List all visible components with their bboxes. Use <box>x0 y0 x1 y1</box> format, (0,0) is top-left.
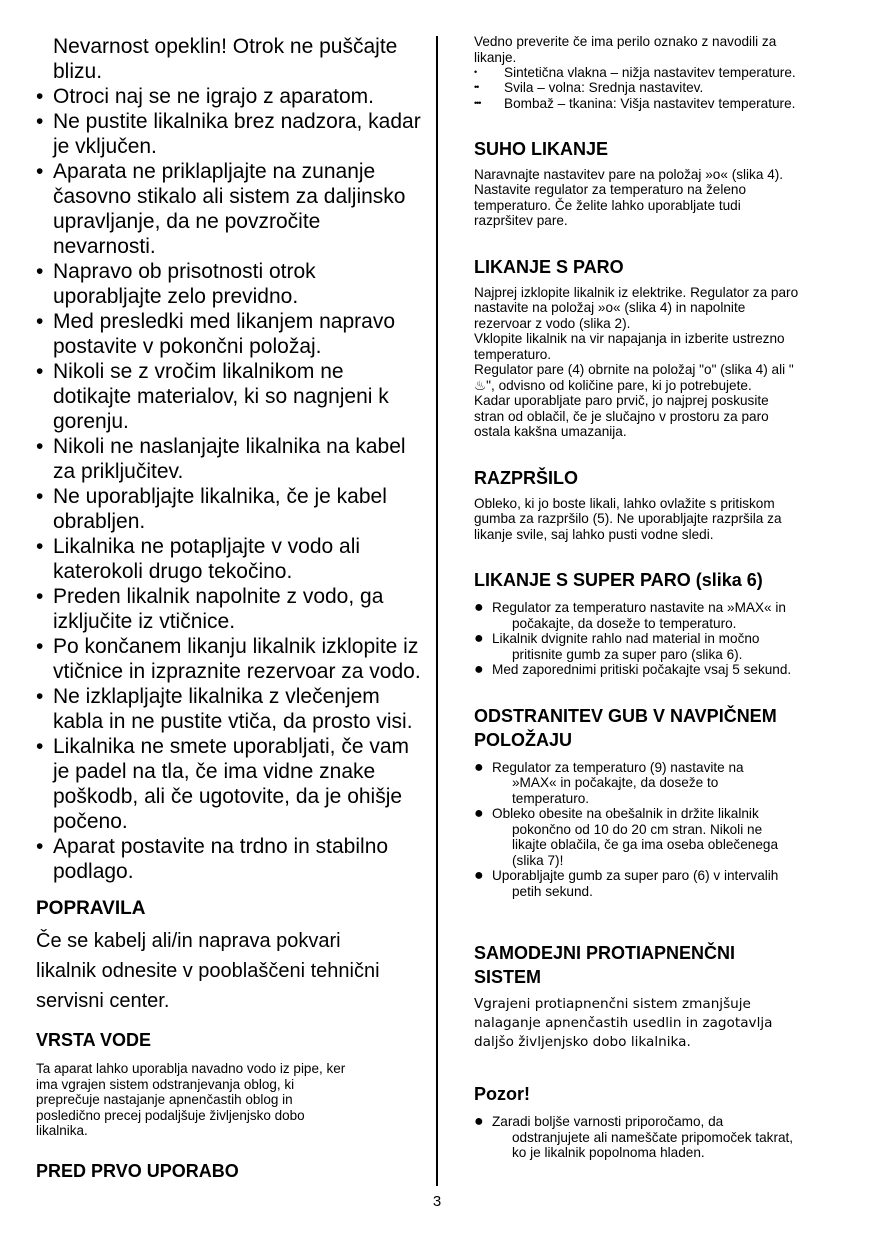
safety-item-line: • Aparat postavite na trdno in stabilno <box>36 835 389 858</box>
bullet-icon: • <box>36 85 44 108</box>
list-item: ● Obleko obesite na obešalnik in držite likalnik pokončno od 10 do 20 cm stran. Nikoli ne likajte oblačila, če ga ima oseba oblečenega (slika 7)! <box>474 805 779 868</box>
dot-bullet-icon: ● <box>474 805 484 823</box>
super-para-list <box>474 600 846 678</box>
bullet-icon: • <box>36 535 44 558</box>
likanje-s-paro-title: LIKANJE S PARO <box>474 256 624 277</box>
safety-item-line: • Med presledki med likanjem napravo <box>36 310 395 333</box>
text-line: Najprej izklopite likalnik iz elektrike. Regulator za paro <box>474 284 799 300</box>
text-line: SISTEM <box>474 967 542 988</box>
safety-item-line: počeno. <box>53 810 128 833</box>
popravila-line: servisni center. <box>36 990 170 1012</box>
pred-prvo-uporabo-title: PRED PRVO UPORABO <box>36 1160 239 1181</box>
safety-item-line: je vključen. <box>53 135 157 158</box>
text-line: Obleko, ki jo boste likali, lahko ovlažite s pritiskom <box>474 495 775 511</box>
list-item: ● Uporabljajte gumb za super paro (6) v intervalih petih sekund. <box>474 867 779 899</box>
dot-marker-icon: • <box>474 67 477 77</box>
bullet-icon: • <box>36 735 44 758</box>
popravila-text <box>36 926 426 1016</box>
bullet-icon: • <box>36 110 44 133</box>
vrsta-line: posledično precej podaljšuje življenjsko dobo <box>36 1107 305 1123</box>
safety-item-line: nevarnosti. <box>53 235 156 258</box>
safety-item-line: • Aparata ne priklapljajte na zunanje <box>36 160 376 183</box>
text-line: temperaturo. <box>474 346 552 362</box>
safety-item-line: katerokoli drugo tekočino. <box>53 560 293 583</box>
safety-item-line: časovno stikalo ali sistem za daljinsko <box>53 185 406 208</box>
text-line: daljšo življenjsko dobo likalnika. <box>474 1034 691 1051</box>
safety-item-line: izključite iz vtičnice. <box>53 610 236 633</box>
bullet-icon: • <box>36 485 44 508</box>
safety-item-line: • Nikoli se z vročim likalnikom ne <box>36 360 344 383</box>
popravila-line: Če se kabelj ali/in naprava pokvari <box>36 930 341 952</box>
text-line: Vgrajeni protiapnenčni sistem zmanjšuje <box>474 996 751 1013</box>
column-divider <box>436 36 438 1186</box>
text-line: ostala kakšna umazanija. <box>474 424 627 440</box>
pozor-title: Pozor! <box>474 1084 530 1105</box>
text-line: nastavite na položaj »o« (slika 4) in napolnite <box>474 300 746 316</box>
dot-bullet-icon: ● <box>474 758 484 776</box>
intro-line: Nevarnost opeklin! Otrok ne puščajte <box>53 35 398 58</box>
bullet-icon: • <box>36 635 44 658</box>
vrsta-vode-text <box>36 1061 426 1139</box>
text-line: stran od oblačil, če je slučajno v prostoru za paro <box>474 408 769 424</box>
safety-item-line: obrabljen. <box>53 510 146 533</box>
list-item: ● Likalnik dvignite rahlo nad material in močno pritisnite gumb za super paro (slika 6). <box>474 630 760 662</box>
gube-title <box>474 704 846 752</box>
text-line: Kadar uporabljate paro prvič, jo najprej poskusite <box>474 393 769 409</box>
vrsta-vode-title: VRSTA VODE <box>36 1030 152 1050</box>
safety-item-line: poškodb, ali če ugotovite, da je ohišje <box>53 785 403 808</box>
safety-item-line: kabla in ne pustite vtiča, da prosto visi. <box>53 710 413 733</box>
suho-likanje-text <box>474 167 846 229</box>
safety-item-line: gorenju. <box>53 410 129 433</box>
popravila-title: POPRAVILA <box>36 898 146 919</box>
popravila-line: likalnik odnesite v pooblaščeni tehnični <box>36 960 380 982</box>
fabric-types-list <box>474 65 846 111</box>
list-item: ● Med zaporednimi pritiski počakajte vsaj 5 sekund. <box>474 661 792 679</box>
razprsilo-title: RAZPRŠILO <box>474 467 579 488</box>
dot-bullet-icon: ● <box>474 867 484 885</box>
vrsta-line: ima vgrajen sistem odstranjevanja oblog, ki <box>36 1076 295 1092</box>
text-line: temperaturo. Če želite lahko uporabljate tudi <box>474 197 741 213</box>
vrsta-line: Ta aparat lahko uporablja navadno vodo iz pipe, ker <box>36 1061 346 1076</box>
bullet-icon: • <box>36 360 44 383</box>
intro-text <box>474 34 846 65</box>
bullet-icon: • <box>36 160 44 183</box>
super-para-title: LIKANJE S SUPER PARO (slika 6) <box>474 570 763 591</box>
safety-warnings <box>36 34 426 884</box>
safety-item-line: • Preden likalnik napolnite z vodo, ga <box>36 585 384 608</box>
text-line: gumba za razpršilo (5). Ne uporabljajte razpršila za <box>474 511 782 527</box>
text-line: ♨", odvisno od količine pare, ki jo potrebujete. <box>474 377 752 393</box>
intro-line: blizu. <box>53 60 103 83</box>
razprsilo-text <box>474 496 846 543</box>
list-item: ● Regulator za temperaturo nastavite na »MAX« in počakajte, da doseže to temperaturo. <box>474 599 786 631</box>
safety-item-line: postavite v pokončni položaj. <box>53 335 322 358</box>
safety-item-line: uporabljajte zelo previdno. <box>53 285 299 308</box>
text-line: Nastavite regulator za temperaturo na želeno <box>474 182 747 198</box>
gube-list <box>474 760 846 900</box>
bullet-icon: • <box>36 685 44 708</box>
pozor-list <box>474 1114 846 1161</box>
text-line: SAMODEJNI PROTIAPNENČNI <box>474 943 736 964</box>
fabric-type-item: ••• Bombaž – tkanina: Višja nastavitev temperature. <box>474 95 796 111</box>
safety-item-line: • Po končanem likanju likalnik izklopite iz <box>36 635 419 658</box>
fabric-type-item: • Sintetična vlakna – nižja nastavitev temperature. <box>474 65 796 80</box>
safety-item-line: • Ne uporabljajte likalnika, če je kabel <box>36 485 387 508</box>
vrsta-line: preprečuje nastajanje apnenčastih oblog in <box>36 1092 293 1107</box>
list-item: ● Regulator za temperaturo (9) nastavite na »MAX« in počakajte, da doseže to temperaturo. <box>474 758 744 806</box>
bullet-icon: • <box>36 835 44 858</box>
fabric-type-item: •• Svila – volna: Srednja nastavitev. <box>474 80 704 96</box>
safety-item-line: • Ne izklapljajte likalnika z vlečenjem <box>36 685 380 708</box>
dot-bullet-icon: ● <box>474 1113 484 1131</box>
bullet-icon: • <box>36 435 44 458</box>
text-line: rezervoar z vodo (slika 2). <box>474 315 631 331</box>
dot-bullet-icon: ● <box>474 661 484 679</box>
safety-item-line: vtičnice in izpraznite rezervoar za vodo. <box>53 660 421 683</box>
text-line: nalaganje apnenčastih usedlin in zagotavlja <box>474 1015 773 1032</box>
dot-bullet-icon: ● <box>474 599 484 617</box>
safety-item-line: • Ne pustite likalnika brez nadzora, kadar <box>36 110 421 133</box>
text-line: POLOŽAJU <box>474 729 573 750</box>
bullet-icon: • <box>36 585 44 608</box>
safety-item-line: dotikajte materialov, ki so nagnjeni k <box>53 385 389 408</box>
vrsta-line: likalnika. <box>36 1123 88 1138</box>
dot-marker-icon: ••• <box>474 97 481 108</box>
safety-item-line: je padel na tla, če ima vidne znake <box>53 760 376 783</box>
text-line: Vklopite likalnik na vir napajanja in izberite ustrezno <box>474 331 785 347</box>
suho-likanje-title: SUHO LIKANJE <box>474 138 609 159</box>
text-line: ODSTRANITEV GUB V NAVPIČNEM <box>474 705 777 726</box>
bullet-icon: • <box>36 310 44 333</box>
safety-item-line: upravljanje, da ne povzročite <box>53 210 321 233</box>
dot-marker-icon: •• <box>474 82 479 93</box>
text-line: razpršitev pare. <box>474 213 568 229</box>
safety-item-line: za priključitev. <box>53 460 184 483</box>
intro-line: likanje. <box>474 49 517 65</box>
safety-item-line: podlago. <box>53 860 134 883</box>
safety-item-line: • Likalnika ne potapljajte v vodo ali <box>36 535 361 558</box>
safety-item-line: • Likalnika ne smete uporabljati, če vam <box>36 735 410 758</box>
text-line: Naravnajte nastavitev pare na položaj »o« (slika 4). <box>474 166 784 182</box>
page-number: 3 <box>432 1193 442 1210</box>
protiapnencni-text <box>474 995 846 1052</box>
right-column <box>474 34 846 1161</box>
text-line: likanje svile, saj lahko pusti vodne sledi. <box>474 526 714 542</box>
safety-item-line: • Napravo ob prisotnosti otrok <box>36 260 316 283</box>
safety-item-line: • Nikoli ne naslanjajte likalnika na kabel <box>36 435 406 458</box>
safety-item-line: • Otroci naj se ne igrajo z aparatom. <box>36 85 374 108</box>
list-item: ● Zaradi boljše varnosti priporočamo, da odstranjujete ali nameščate pripomoček takrat, ko je likalnik popolnoma hladen. <box>474 1113 794 1161</box>
text-line: Regulator pare (4) obrnite na položaj "o" (slika 4) ali " <box>474 362 794 378</box>
protiapnencni-title <box>474 941 846 989</box>
bullet-icon: • <box>36 260 44 283</box>
dot-bullet-icon: ● <box>474 630 484 648</box>
intro-line: Vedno preverite če ima perilo oznako z navodili za <box>474 34 777 49</box>
left-column <box>36 34 426 1182</box>
safety-list <box>36 84 426 884</box>
likanje-s-paro-text <box>474 285 846 440</box>
